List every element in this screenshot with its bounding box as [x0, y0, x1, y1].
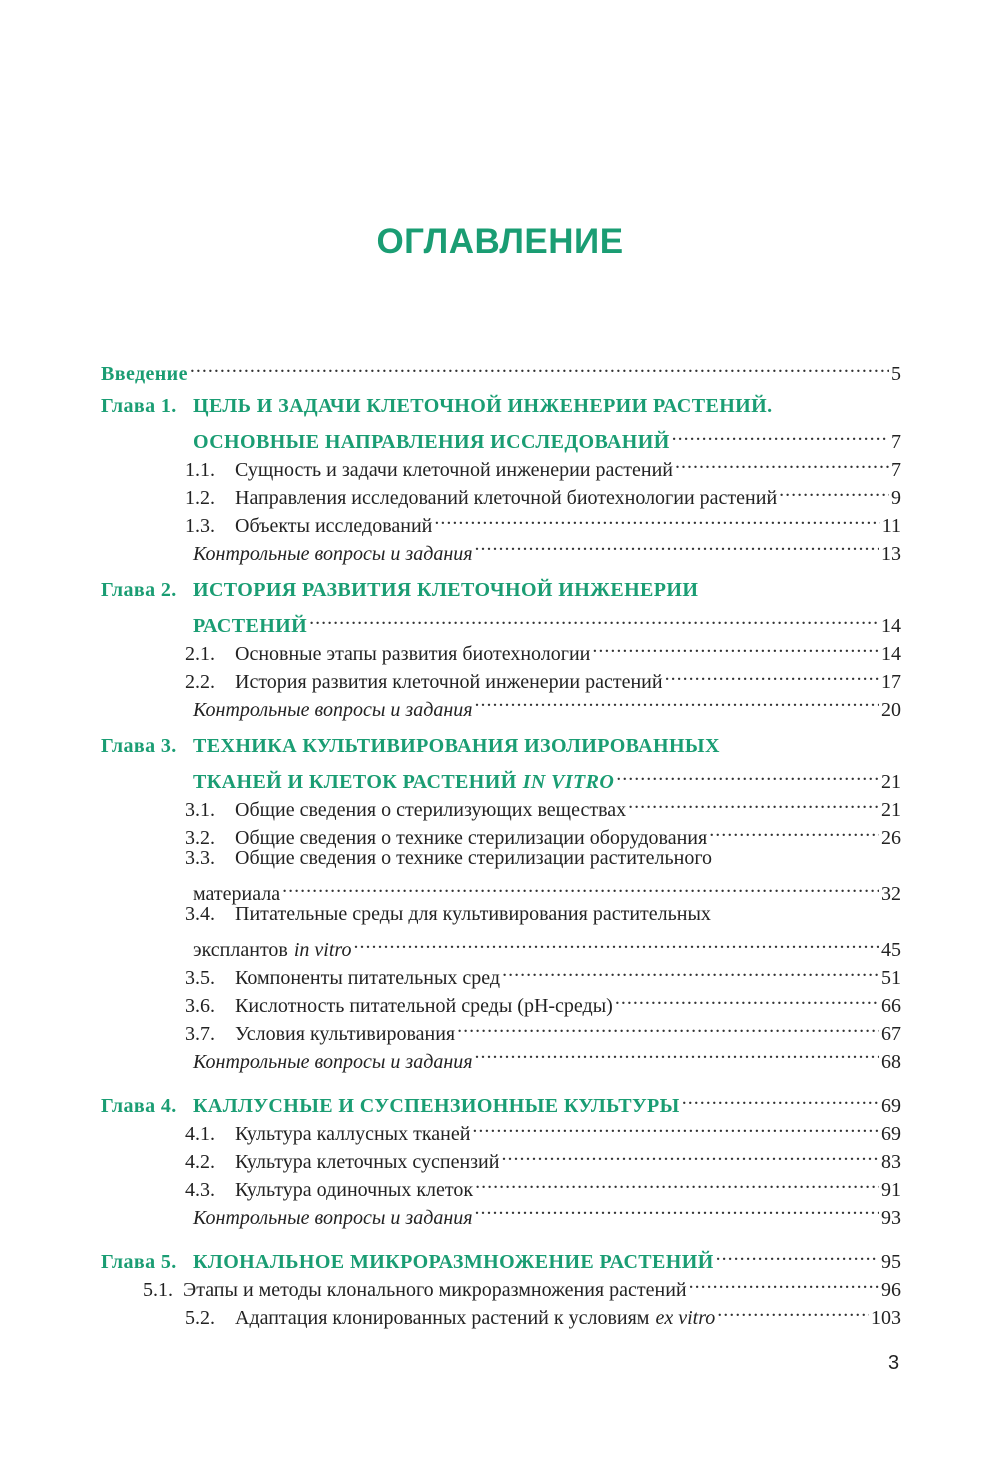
- toc-section-continuation[interactable]: [101, 872, 901, 905]
- leader-dots: [475, 1040, 879, 1068]
- section-title: Направления исследований клеточной биотехнологии растений: [235, 487, 778, 509]
- chapter-page: 69: [881, 1095, 901, 1117]
- section-title: Общие сведения о технике стерилизации растительного: [235, 847, 713, 869]
- section-page: 103: [871, 1307, 901, 1329]
- leader-dots: [592, 632, 879, 660]
- questions-label: Контрольные вопросы и задания: [193, 699, 473, 721]
- leader-dots: [475, 688, 879, 716]
- chapter-page: 14: [881, 615, 901, 637]
- section-title: Этапы и методы клонального микроразмножения растений: [183, 1279, 687, 1301]
- section-page: 66: [881, 995, 901, 1017]
- chapter-title: ТЕХНИКА КУЛЬТИВИРОВАНИЯ ИЗОЛИРОВАННЫХ: [193, 735, 720, 757]
- chapter-title: ТКАНЕЙ И КЛЕТОК РАСТЕНИЙ: [193, 771, 517, 793]
- chapter-page: 21: [881, 771, 901, 793]
- chapter-title: ИСТОРИЯ РАЗВИТИЯ КЛЕТОЧНОЙ ИНЖЕНЕРИИ: [193, 579, 699, 601]
- questions-page: 68: [881, 1051, 901, 1073]
- toc-section[interactable]: [101, 900, 901, 928]
- leader-dots: [665, 660, 879, 688]
- page-title: ОГЛАВЛЕНИЕ: [376, 222, 624, 261]
- section-title: Общие сведения о технике стерилизации оборудования: [235, 827, 708, 849]
- section-page: 17: [881, 671, 901, 693]
- section-title: История развития клеточной инженерии растений: [235, 671, 663, 693]
- intro-label: Введение: [101, 363, 188, 385]
- intro-page: 5: [891, 363, 901, 385]
- section-page: 91: [881, 1179, 901, 1201]
- leader-dots: [682, 1084, 879, 1112]
- toc-section[interactable]: [101, 844, 901, 872]
- toc-section-continuation[interactable]: [101, 928, 901, 961]
- section-number: 3.5.: [185, 967, 215, 989]
- leader-dots: [779, 476, 889, 504]
- section-number: 2.1.: [185, 643, 215, 665]
- section-page: 45: [881, 939, 901, 961]
- section-title: Питательные среды для культивирования растительных: [235, 903, 711, 925]
- toc-chapter-2-line2[interactable]: [101, 604, 901, 637]
- toc-chapter-5[interactable]: [101, 1240, 901, 1273]
- leader-dots: [672, 420, 889, 448]
- leader-dots: [434, 504, 879, 532]
- leader-dots: [190, 352, 889, 380]
- section-page: 26: [881, 827, 901, 849]
- section-page: 21: [881, 799, 901, 821]
- questions-label: Контрольные вопросы и задания: [193, 1207, 473, 1229]
- section-page: 14: [881, 643, 901, 665]
- leader-dots: [709, 816, 879, 844]
- chapter-title: РАСТЕНИЙ: [193, 615, 308, 637]
- chapter-page: 95: [881, 1251, 901, 1273]
- questions-page: 93: [881, 1207, 901, 1229]
- section-number: 3.1.: [185, 799, 215, 821]
- leader-dots: [628, 788, 879, 816]
- section-page: 67: [881, 1023, 901, 1045]
- leader-dots: [475, 1168, 879, 1196]
- table-of-contents: [101, 352, 901, 1329]
- chapter-title-italic: IN VITRO: [522, 771, 615, 793]
- section-number: 1.3.: [185, 515, 215, 537]
- section-number: 3.7.: [185, 1023, 215, 1045]
- section-title: Объекты исследований: [235, 515, 433, 537]
- section-number: 2.2.: [185, 671, 215, 693]
- section-title: Культура каллусных тканей: [235, 1123, 471, 1145]
- leader-dots: [717, 1296, 869, 1324]
- section-number: 1.2.: [185, 487, 215, 509]
- toc-intro[interactable]: [101, 352, 901, 385]
- section-title-cont: эксплантов: [193, 939, 288, 961]
- chapter-title: КЛОНАЛЬНОЕ МИКРОРАЗМНОЖЕНИЕ РАСТЕНИЙ: [193, 1251, 714, 1273]
- section-number: 4.3.: [185, 1179, 215, 1201]
- section-number: 3.3.: [185, 847, 215, 869]
- section-page: 69: [881, 1123, 901, 1145]
- questions-page: 20: [881, 699, 901, 721]
- leader-dots: [457, 1012, 879, 1040]
- section-page: 32: [881, 883, 901, 905]
- leader-dots: [475, 532, 879, 560]
- chapter-title: КАЛЛУСНЫЕ И СУСПЕНЗИОННЫЕ КУЛЬТУРЫ: [193, 1095, 680, 1117]
- section-title: Условия культивирования: [235, 1023, 456, 1045]
- leader-dots: [675, 448, 889, 476]
- section-page: 11: [881, 515, 901, 537]
- leader-dots: [716, 1240, 879, 1268]
- section-title-italic: ex vitro: [655, 1307, 716, 1329]
- leader-dots: [309, 604, 879, 632]
- section-number: 4.1.: [185, 1123, 215, 1145]
- leader-dots: [501, 1140, 879, 1168]
- section-number: 3.4.: [185, 903, 215, 925]
- section-title: Культура одиночных клеток: [235, 1179, 474, 1201]
- chapter-title: ОСНОВНЫЕ НАПРАВЛЕНИЯ ИССЛЕДОВАНИЙ: [193, 431, 670, 453]
- section-title: Сущность и задачи клеточной инженерии растений: [235, 459, 673, 481]
- section-title: Кислотность питательной среды (рН-среды): [235, 995, 613, 1017]
- toc-chapter-3-line2[interactable]: [101, 760, 901, 793]
- section-title: Основные этапы развития биотехнологии: [235, 643, 591, 665]
- leader-dots: [689, 1268, 879, 1296]
- chapter-label: Глава 4.: [101, 1095, 177, 1117]
- questions-page: 13: [881, 543, 901, 565]
- section-title-italic: in vitro: [293, 939, 352, 961]
- section-title: Компоненты питательных сред: [235, 967, 501, 989]
- toc-chapter-4[interactable]: [101, 1084, 901, 1117]
- section-number: 5.1.: [143, 1279, 173, 1301]
- chapter-label: Глава 3.: [101, 735, 177, 757]
- section-page: 51: [881, 967, 901, 989]
- section-page: 7: [891, 459, 901, 481]
- section-title: Культура клеточных суспензий: [235, 1151, 500, 1173]
- leader-dots: [502, 956, 879, 984]
- page-number: 3: [888, 1352, 900, 1374]
- toc-chapter-2-line1[interactable]: [101, 576, 901, 604]
- leader-dots: [472, 1112, 879, 1140]
- section-number: 3.2.: [185, 827, 215, 849]
- section-number: 1.1.: [185, 459, 215, 481]
- chapter-label: Глава 1.: [101, 395, 177, 417]
- questions-label: Контрольные вопросы и задания: [193, 1051, 473, 1073]
- leader-dots: [616, 760, 879, 788]
- section-title: Общие сведения о стерилизующих веществах: [235, 799, 627, 821]
- toc-chapter-1-line2[interactable]: [101, 420, 901, 453]
- leader-dots: [475, 1196, 879, 1224]
- chapter-label: Глава 5.: [101, 1251, 177, 1273]
- section-number: 4.2.: [185, 1151, 215, 1173]
- section-number: 5.2.: [185, 1307, 215, 1329]
- section-title: Адаптация клонированных растений к условиям: [235, 1307, 650, 1329]
- leader-dots: [353, 928, 879, 956]
- section-page: 96: [881, 1279, 901, 1301]
- chapter-page: 7: [891, 431, 901, 453]
- section-page: 9: [891, 487, 901, 509]
- chapter-title: ЦЕЛЬ И ЗАДАЧИ КЛЕТОЧНОЙ ИНЖЕНЕРИИ РАСТЕНИЙ.: [193, 395, 773, 417]
- section-title-cont: материала: [193, 883, 281, 905]
- section-page: 83: [881, 1151, 901, 1173]
- questions-label: Контрольные вопросы и задания: [193, 543, 473, 565]
- leader-dots: [615, 984, 879, 1012]
- chapter-label: Глава 2.: [101, 579, 177, 601]
- leader-dots: [282, 872, 879, 900]
- toc-chapter-1-line1[interactable]: [101, 392, 901, 420]
- toc-chapter-3-line1[interactable]: [101, 732, 901, 760]
- section-number: 3.6.: [185, 995, 215, 1017]
